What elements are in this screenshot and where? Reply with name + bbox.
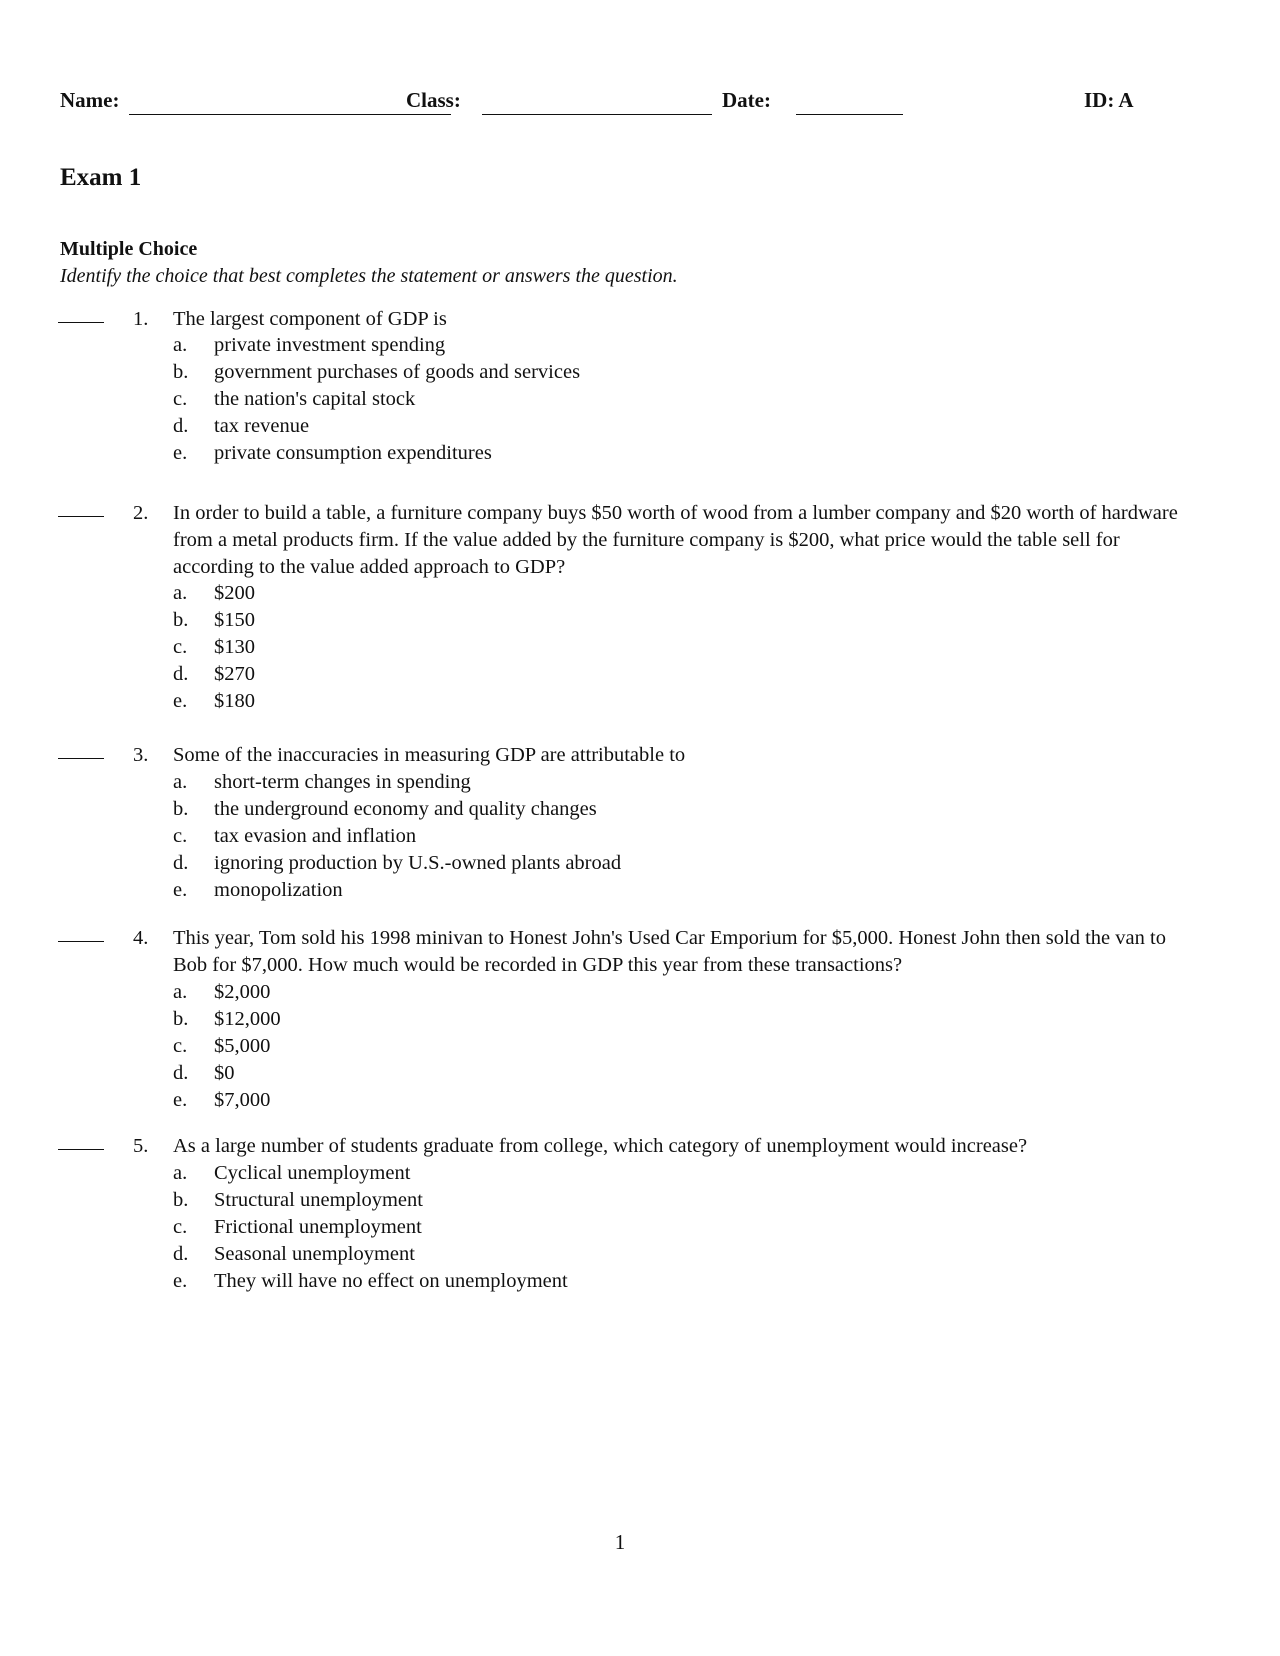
option-text: $130 (214, 636, 255, 658)
option-letter: e. (173, 879, 188, 901)
options-list (0, 769, 1200, 904)
option-text: tax revenue (214, 415, 310, 437)
date-label: Date: (722, 88, 771, 112)
option (0, 1241, 1200, 1268)
option-letter: a. (173, 981, 188, 1003)
options-list (0, 580, 1200, 715)
option-letter: d. (173, 1243, 189, 1265)
option-text: the nation's capital stock (214, 388, 416, 410)
option (0, 1060, 1200, 1087)
option-text: the underground economy and quality changes (214, 798, 597, 820)
id-label: ID: A (1084, 88, 1134, 112)
answer-blank[interactable] (58, 516, 104, 517)
page-number: 1 (614, 1530, 626, 1554)
option-text: Frictional unemployment (214, 1216, 422, 1238)
option (0, 1033, 1200, 1060)
option (0, 634, 1200, 661)
option-letter: e. (173, 690, 188, 712)
option-text: $2,000 (214, 981, 271, 1003)
option (0, 1268, 1200, 1295)
option-text: Structural unemployment (214, 1189, 423, 1211)
question-number: 5. (133, 1135, 149, 1157)
option-letter: b. (173, 361, 189, 383)
option-text: $270 (214, 663, 255, 685)
section-instructions: Identify the choice that best completes the statement or answers the question. (60, 265, 678, 287)
question-text: Some of the inaccuracies in measuring GDP are attributable to (173, 744, 686, 766)
answer-blank[interactable] (58, 1149, 104, 1150)
option (0, 440, 1200, 467)
option-text: private investment spending (214, 334, 446, 356)
options-list (0, 332, 1200, 467)
options-list (0, 979, 1200, 1114)
option (0, 386, 1200, 413)
question-text: This year, Tom sold his 1998 minivan to Honest John's Used Car Emporium for $5,000. Honest John then sold the van to Bob for $7,000. How much would be recorded in GDP this year from these transactions? (173, 927, 1166, 976)
option-letter: b. (173, 1189, 189, 1211)
option-text: $0 (214, 1062, 235, 1084)
option (0, 1087, 1200, 1114)
option-text: $12,000 (214, 1008, 281, 1030)
option (0, 769, 1200, 796)
option (0, 1214, 1200, 1241)
option-text: They will have no effect on unemployment (214, 1270, 568, 1292)
option (0, 1187, 1200, 1214)
option-text: tax evasion and inflation (214, 825, 417, 847)
options-list (0, 1160, 1200, 1295)
option-text: short-term changes in spending (214, 771, 471, 793)
option-letter: d. (173, 415, 189, 437)
question-text: In order to build a table, a furniture company buys $50 worth of wood from a lumber company and $20 worth of hardware from a metal products firm. If the value added by the furniture company is $200, what price would the table sell for according to the value added approach to GDP? (173, 502, 1178, 578)
answer-blank[interactable] (58, 758, 104, 759)
question-text: As a large number of students graduate from college, which category of unemployment would increase? (173, 1135, 1028, 1157)
header (60, 88, 1160, 118)
option-text: government purchases of goods and services (214, 361, 581, 383)
option-text: monopolization (214, 879, 343, 901)
answer-blank[interactable] (58, 322, 104, 323)
option-letter: e. (173, 1270, 188, 1292)
option-letter: a. (173, 771, 188, 793)
option (0, 979, 1200, 1006)
option-letter: a. (173, 1162, 188, 1184)
option-text: $150 (214, 609, 255, 631)
question-number: 4. (133, 927, 149, 949)
name-line[interactable] (129, 114, 451, 115)
option (0, 1160, 1200, 1187)
option-letter: a. (173, 582, 188, 604)
option-letter: c. (173, 825, 188, 847)
class-label: Class: (406, 88, 461, 112)
question-number: 3. (133, 744, 149, 766)
option (0, 661, 1200, 688)
option-letter: c. (173, 388, 188, 410)
question-text: The largest component of GDP is (173, 308, 447, 330)
option-text: $7,000 (214, 1089, 271, 1111)
option (0, 688, 1200, 715)
option (0, 850, 1200, 877)
answer-blank[interactable] (58, 941, 104, 942)
option-letter: b. (173, 1008, 189, 1030)
option-text: $5,000 (214, 1035, 271, 1057)
option-letter: c. (173, 636, 188, 658)
option-text: ignoring production by U.S.-owned plants abroad (214, 852, 622, 874)
option-letter: e. (173, 1089, 188, 1111)
option-text: $180 (214, 690, 255, 712)
option-text: private consumption expenditures (214, 442, 492, 464)
option-text: Cyclical unemployment (214, 1162, 411, 1184)
option-letter: d. (173, 1062, 189, 1084)
option (0, 1006, 1200, 1033)
option (0, 332, 1200, 359)
option-letter: e. (173, 442, 188, 464)
question-number: 2. (133, 502, 149, 524)
option-letter: c. (173, 1035, 188, 1057)
option (0, 796, 1200, 823)
option-letter: d. (173, 663, 189, 685)
name-label: Name: (60, 88, 120, 112)
option-letter: d. (173, 852, 189, 874)
option-letter: a. (173, 334, 188, 356)
option (0, 607, 1200, 634)
section-title: Multiple Choice (60, 238, 198, 260)
option-letter: c. (173, 1216, 188, 1238)
option-letter: b. (173, 798, 189, 820)
option-text: Seasonal unemployment (214, 1243, 415, 1265)
exam-title: Exam 1 (60, 164, 142, 191)
option-text: $200 (214, 582, 255, 604)
option (0, 823, 1200, 850)
question-number: 1. (133, 308, 149, 330)
option-letter: b. (173, 609, 189, 631)
option (0, 580, 1200, 607)
date-line[interactable] (796, 114, 903, 115)
option (0, 413, 1200, 440)
class-line[interactable] (482, 114, 712, 115)
option (0, 877, 1200, 904)
option (0, 359, 1200, 386)
